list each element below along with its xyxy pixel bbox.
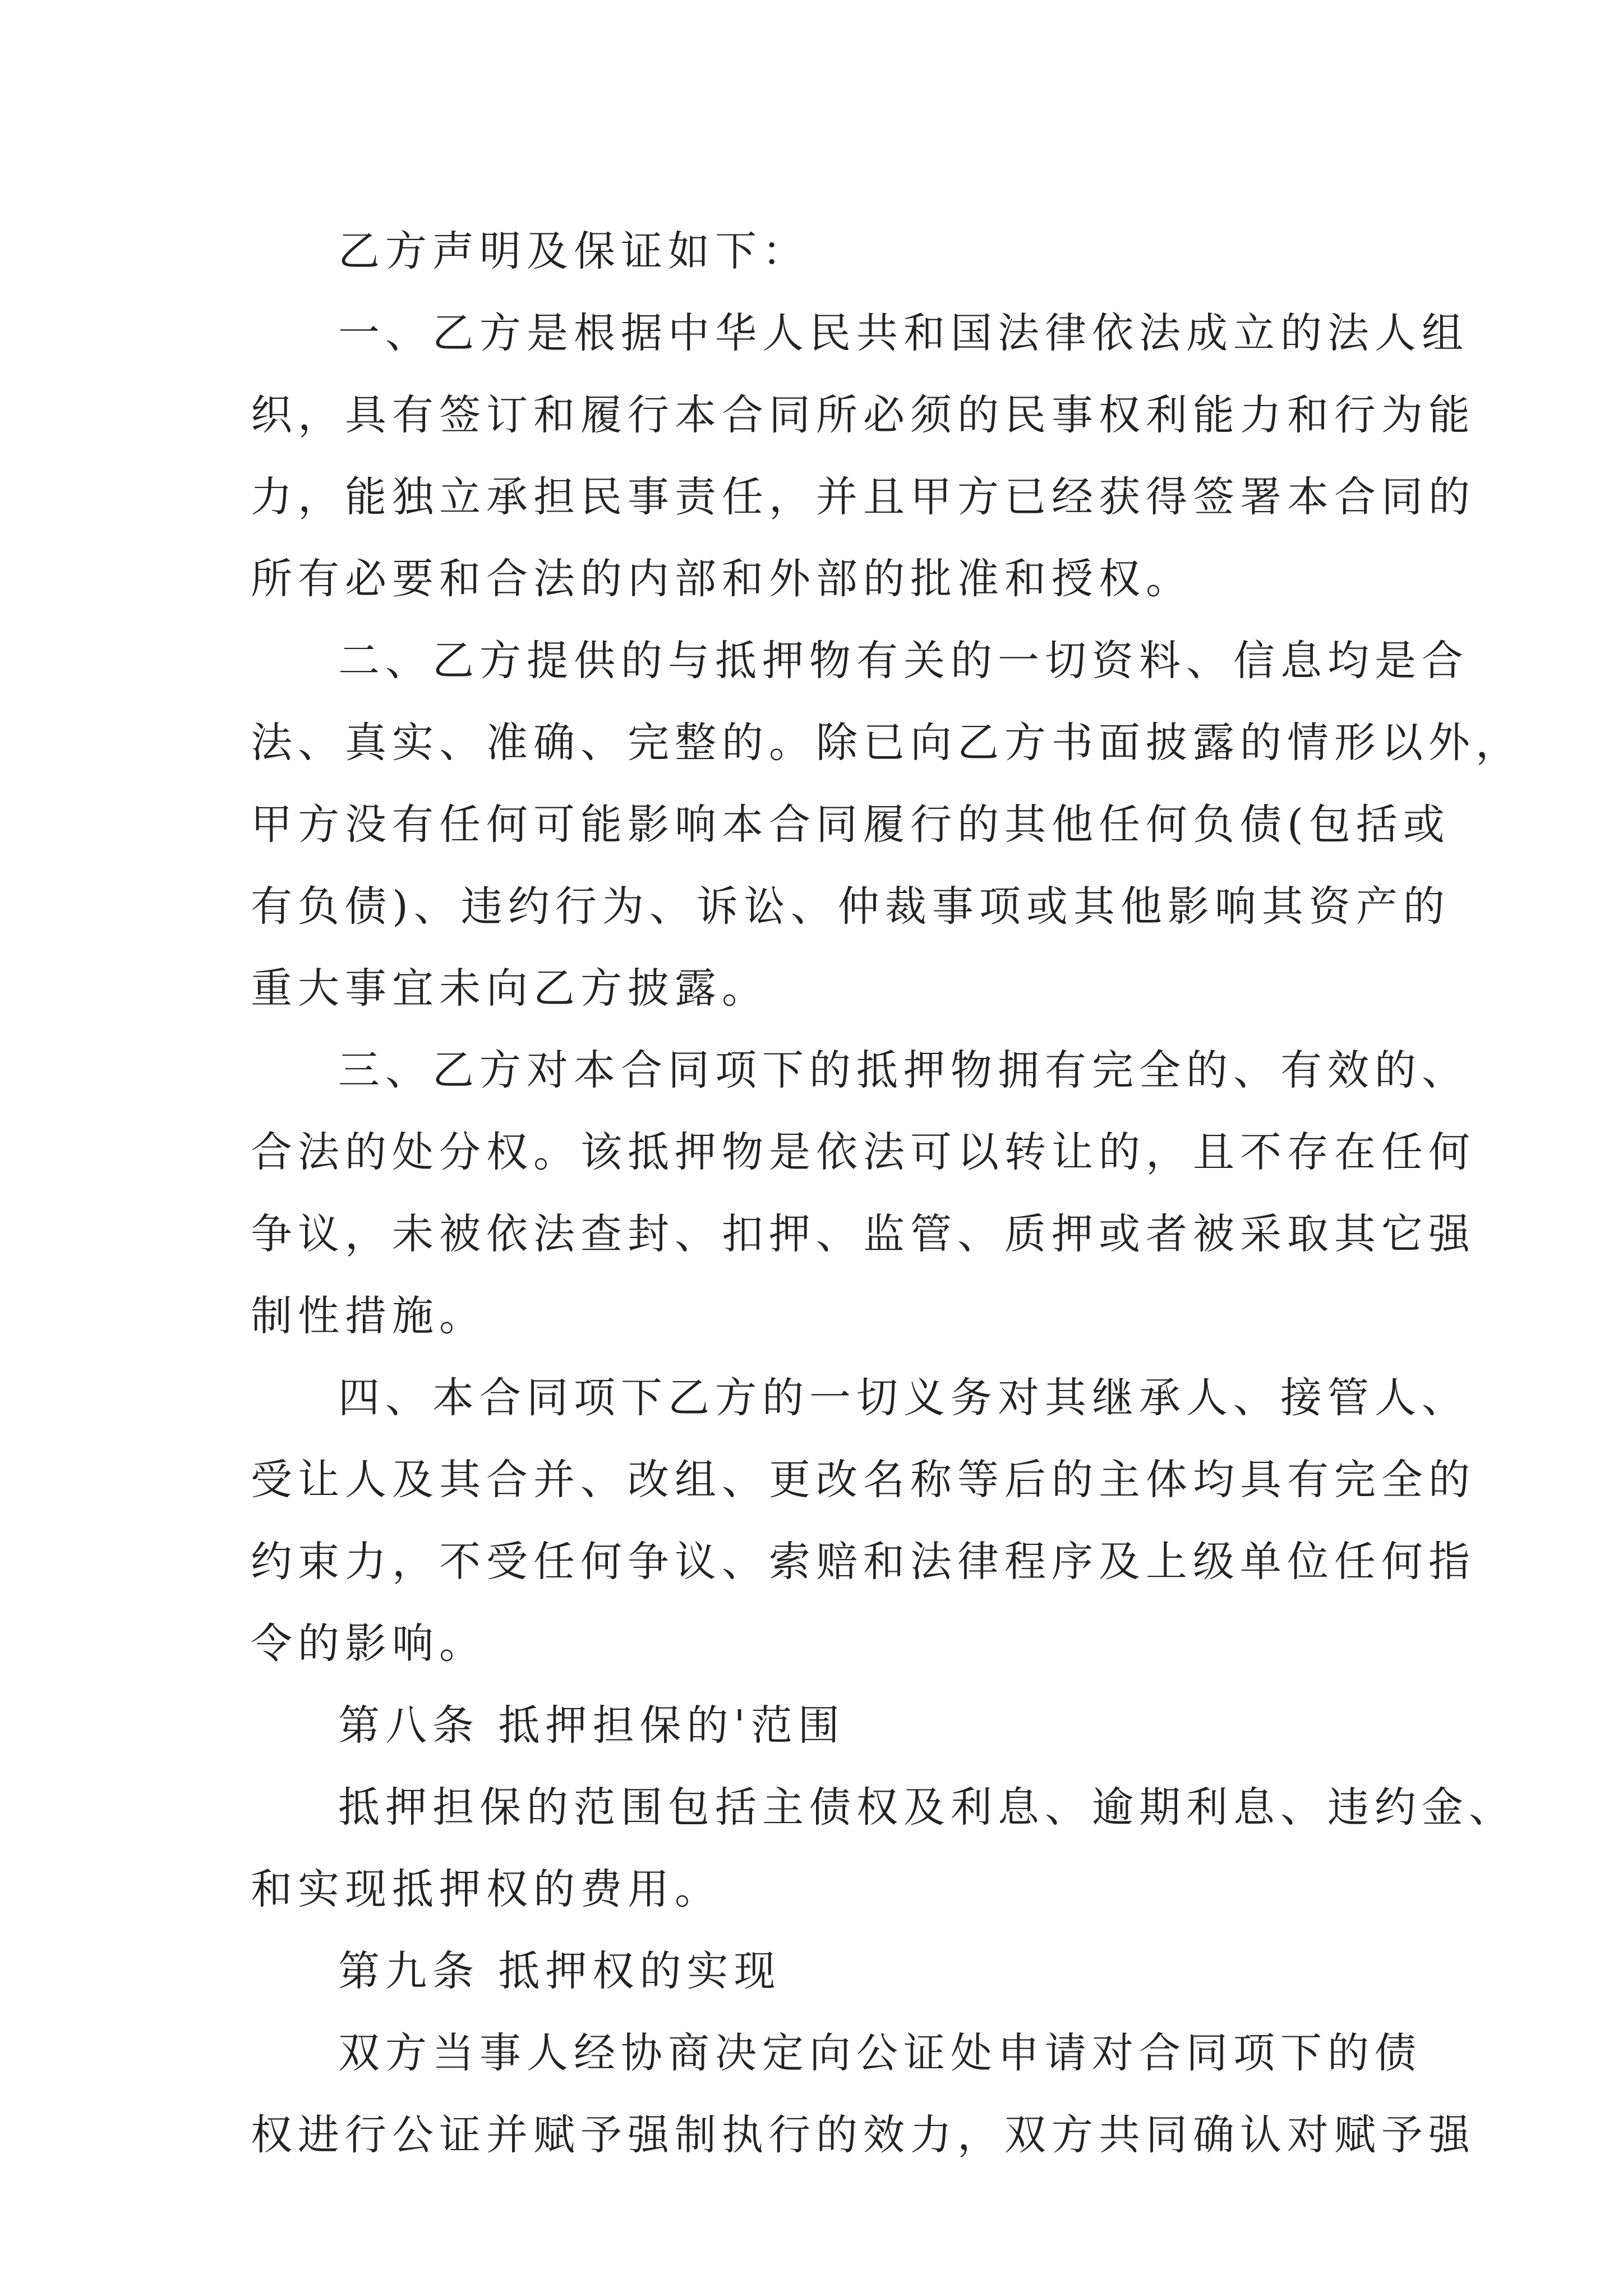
text-line: 有负债)、违约行为、诉讼、仲裁事项或其他影响其资产的 <box>251 882 1450 931</box>
text-line: 所有必要和合法的内部和外部的批准和授权。 <box>251 555 1193 603</box>
text-line: 力，能独立承担民事责任，并且甲方已经获得签署本合同的 <box>251 473 1476 521</box>
text-line: 双方当事人经协商决定向公证处申请对合同项下的债 <box>338 2029 1422 2077</box>
text-line: 权进行公证并赋予强制执行的效力，双方共同确认对赋予强 <box>251 2111 1476 2159</box>
section-heading: 第九条 抵押权的实现 <box>338 1947 781 1995</box>
text-line: 争议，未被依法查封、扣押、监管、质押或者被采取其它强 <box>251 1210 1476 1258</box>
text-line: 令的影响。 <box>251 1619 486 1668</box>
text-line: 乙方声明及保证如下： <box>338 227 809 275</box>
text-line: 四、本合同项下乙方的一切义务对其继承人、接管人、 <box>338 1374 1469 1422</box>
text-line: 三、乙方对本合同项下的抵押物拥有完全的、有效的、 <box>338 1046 1469 1094</box>
text-line: 和实现抵押权的费用。 <box>251 1865 722 1913</box>
text-line: 合法的处分权。该抵押物是依法可以转让的，且不存在任何 <box>251 1128 1476 1176</box>
text-line: 甲方没有任何可能影响本合同履行的其他任何负债(包括或 <box>251 800 1450 849</box>
text-line: 约束力，不受任何争议、索赔和法律程序及上级单位任何指 <box>251 1538 1476 1586</box>
text-line: 法、真实、准确、完整的。除已向乙方书面披露的情形以外， <box>251 719 1523 767</box>
text-line: 制性措施。 <box>251 1292 486 1340</box>
document-body <box>251 210 1523 2176</box>
text-line: 织，具有签订和履行本合同所必须的民事权利能力和行为能 <box>251 391 1476 439</box>
section-heading: 第八条 抵押担保的'范围 <box>338 1701 845 1750</box>
text-line: 受让人及其合并、改组、更改名称等后的主体均具有完全的 <box>251 1456 1476 1504</box>
text-line: 抵押担保的范围包括主债权及利息、逾期利息、违约金、 <box>338 1783 1516 1832</box>
text-line: 一、乙方是根据中华人民共和国法律依法成立的法人组 <box>338 309 1469 357</box>
text-line: 二、乙方提供的与抵押物有关的一切资料、信息均是合 <box>338 637 1469 685</box>
text-line: 重大事宜未向乙方披露。 <box>251 964 769 1013</box>
